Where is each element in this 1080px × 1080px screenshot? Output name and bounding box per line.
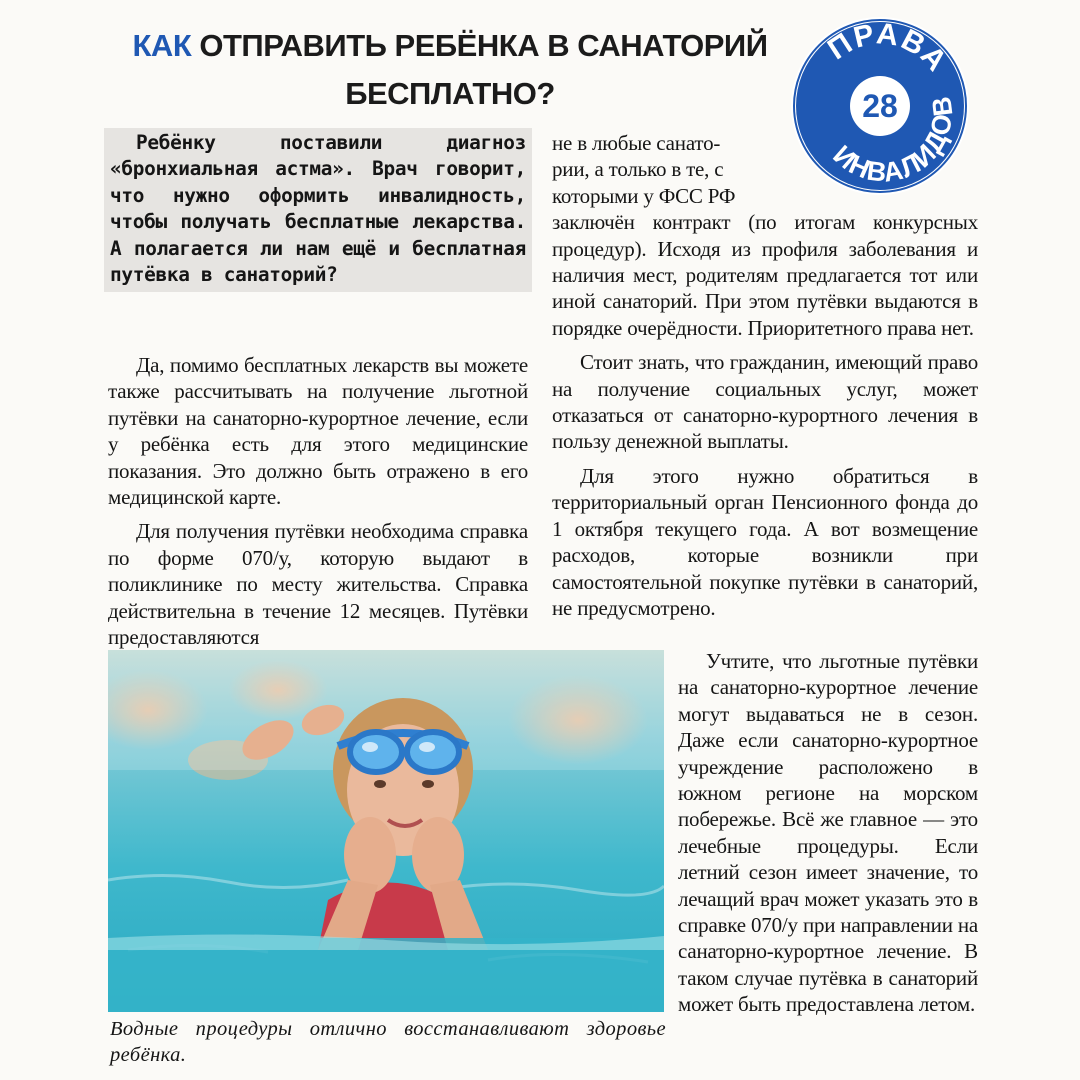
right-paragraph-4: Учтите, что льготные путёвки на санаторно-курортное лечение могут выдаваться не в сезон. Даже если санаторно-курортное учреждение расположено в южном регионе на морском побережье. Всё же главное — это лечебные процедуры. Если летний сезон имеет значение, то лечащий врач может указать это в справке 070/у при направлении на санаторно-курортное лечение. В таком случае путёвка в санаторий может быть предоставлена летом. — [678, 649, 978, 1017]
right-bottom-column — [678, 648, 978, 1026]
photo-caption: Водные процедуры отлично восстанавливают здоровье ребёнка. — [110, 1018, 666, 1066]
headline-main: ОТПРАВИТЬ РЕБЁНКА В САНАТОРИЙ — [199, 28, 768, 63]
right-paragraph-3: Для этого нужно обратиться в территориальный орган Пенсионного фонда до 1 октября текущего года. А вот возмещение расходов, которые возникли при самостоятельной покупке путёвки в санаторий, не предусмотрено. — [552, 463, 978, 620]
right-column — [552, 130, 978, 629]
headline-accent: КАК — [132, 28, 192, 63]
right-narrow-line-3: которыми у ФСС РФ — [552, 183, 736, 208]
left-paragraph-2: Для получения путёвки необходима справка по форме 070/у, которую выдают в поликлинике по месту жительства. Справка действительна в течение 12 месяцев. Путёвки предоставляются — [108, 519, 528, 650]
badge-top-text: ПРАВА — [822, 17, 955, 79]
right-paragraph-continuation — [552, 130, 978, 341]
badge-number: 28 — [862, 88, 898, 124]
right-continuation-text: заключён контракт (по итогам конкурсных процедур). Исходя из профиля заболевания и наличия мест, родителям предлагается тот или иной санаторий. При этом путёвки выдаются в порядке очерёдности. Приоритетного права нет. — [552, 210, 978, 340]
right-narrow-line-2: рии, а только в те, с — [552, 157, 724, 182]
headline-line2: БЕСПЛАТНО? — [345, 76, 555, 111]
child-in-swimming-pool-photo — [108, 650, 664, 1012]
swimming-child-illustration — [108, 650, 664, 1012]
lead-question: Ребёнку поставили диагноз «бронхиальная астма». Врач говорит, что нужно оформить инвалидность, чтобы получать бесплатные лекарства. А полагается ли нам ещё и бесплатная путёвка в санаторий? — [104, 128, 532, 292]
left-paragraph-1: Да, помимо бесплатных лекарств вы можете также рассчитывать на получение льготной путёвки на санаторно-курортное лечение, если у ребёнка есть для этого медицинские показания. Это должно быть отражено в его медицинской карте. — [108, 353, 528, 510]
article-headline — [100, 22, 800, 118]
left-column — [108, 352, 528, 658]
right-paragraph-2: Стоит знать, что гражданин, имеющий право на получение социальных услуг, может отказаться от санаторно-курортного лечения в пользу денежной выплаты. — [552, 350, 978, 454]
badge-bottom-text: ИНВАЛИДОВ — [827, 93, 959, 188]
right-narrow-line-1: не в любые санато- — [552, 131, 721, 155]
